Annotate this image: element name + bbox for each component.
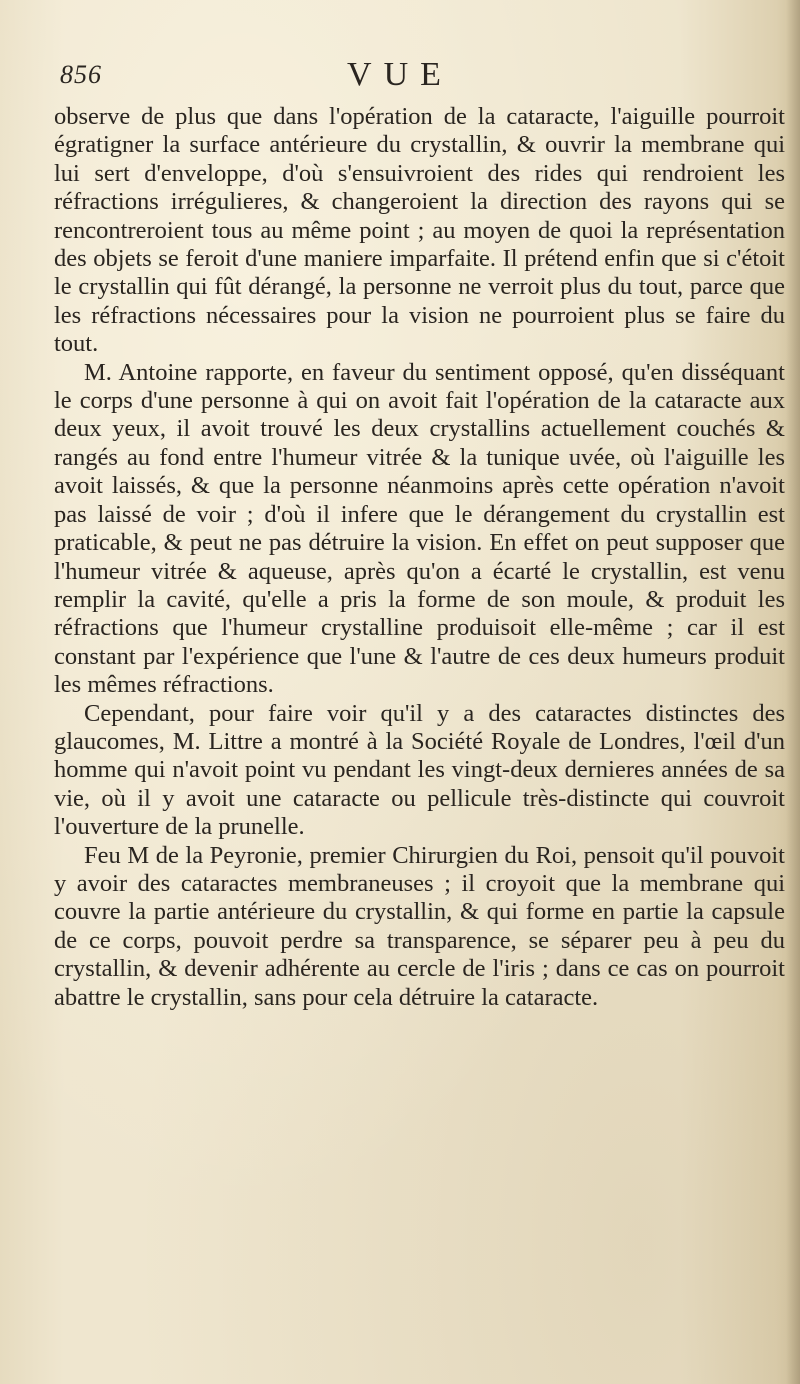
page-edge-shadow: [786, 0, 800, 1384]
paragraph-peyronie: Feu M de la Peyronie, premier Chirurgien du Roi, pensoit qu'il pouvoit y avoir des cataractes membraneuses ; il croyoit que la membrane qui couvre la partie antérieure du crystallin, & qui forme en partie la capsule de ce corps, pouvoit perdre sa transparence, se séparer peu à peu du crystallin, & devenir adhérente au cercle de l'iris ; dans ce cas on pourroit abattre le crystallin, sans pour cela détruire la cataracte.: [54, 841, 785, 1011]
paragraph-continuation: observe de plus que dans l'opération de la cataracte, l'aiguille pourroit égratigner la surface antérieure du crystallin, & ouvrir la membrane qui lui sert d'enveloppe, d'où s'ensuivroient des rides qui rendroient les réfractions irrégulieres, & changeroient la direction des rayons qui se rencontreroient tous au même point ; au moyen de quoi la représentation des objets se feroit d'une maniere imparfaite. Il prétend enfin que si c'étoit le crystallin qui fût dérangé, la personne ne verroit plus du tout, parce que les réfractions nécessaires pour la vision ne pourroient plus se faire du tout.: [54, 103, 785, 358]
section-title: VUE: [347, 56, 453, 93]
page-number: 856: [60, 60, 102, 89]
running-head: [0, 56, 800, 96]
paragraph-antoine: M. Antoine rapporte, en faveur du sentiment opposé, qu'en disséquant le corps d'une personne à qui on avoit fait l'opération de la cataracte aux deux yeux, il avoit trouvé les deux crystallins actuellement couchés & rangés au fond entre l'humeur vitrée & la tunique uvée, où l'aiguille les avoit laissés, & que la personne néanmoins après cette opération n'avoit pas laissé de voir ; d'où il infere que le dérangement du crystallin est praticable, & peut ne pas détruire la vision. En effet on peut supposer que l'humeur vitrée & aqueuse, après qu'on a écarté le crystallin, est venu remplir la cavité, qu'elle a pris la forme de son moule, & produit les réfractions que l'humeur crystalline produisoit elle-même ; car il est constant par l'expérience que l'une & l'autre de ces deux humeurs produit les mêmes réfractions.: [54, 358, 785, 699]
paragraph-littre: Cependant, pour faire voir qu'il y a des cataractes distinctes des glaucomes, M. Littre a montré à la Société Royale de Londres, l'œil d'un homme qui n'avoit point vu pendant les vingt-deux dernieres années de sa vie, où il y avoit une cataracte ou pellicule très-distincte qui couvroit l'ouverture de la prunelle.: [54, 699, 785, 841]
body-text: [54, 103, 785, 1012]
